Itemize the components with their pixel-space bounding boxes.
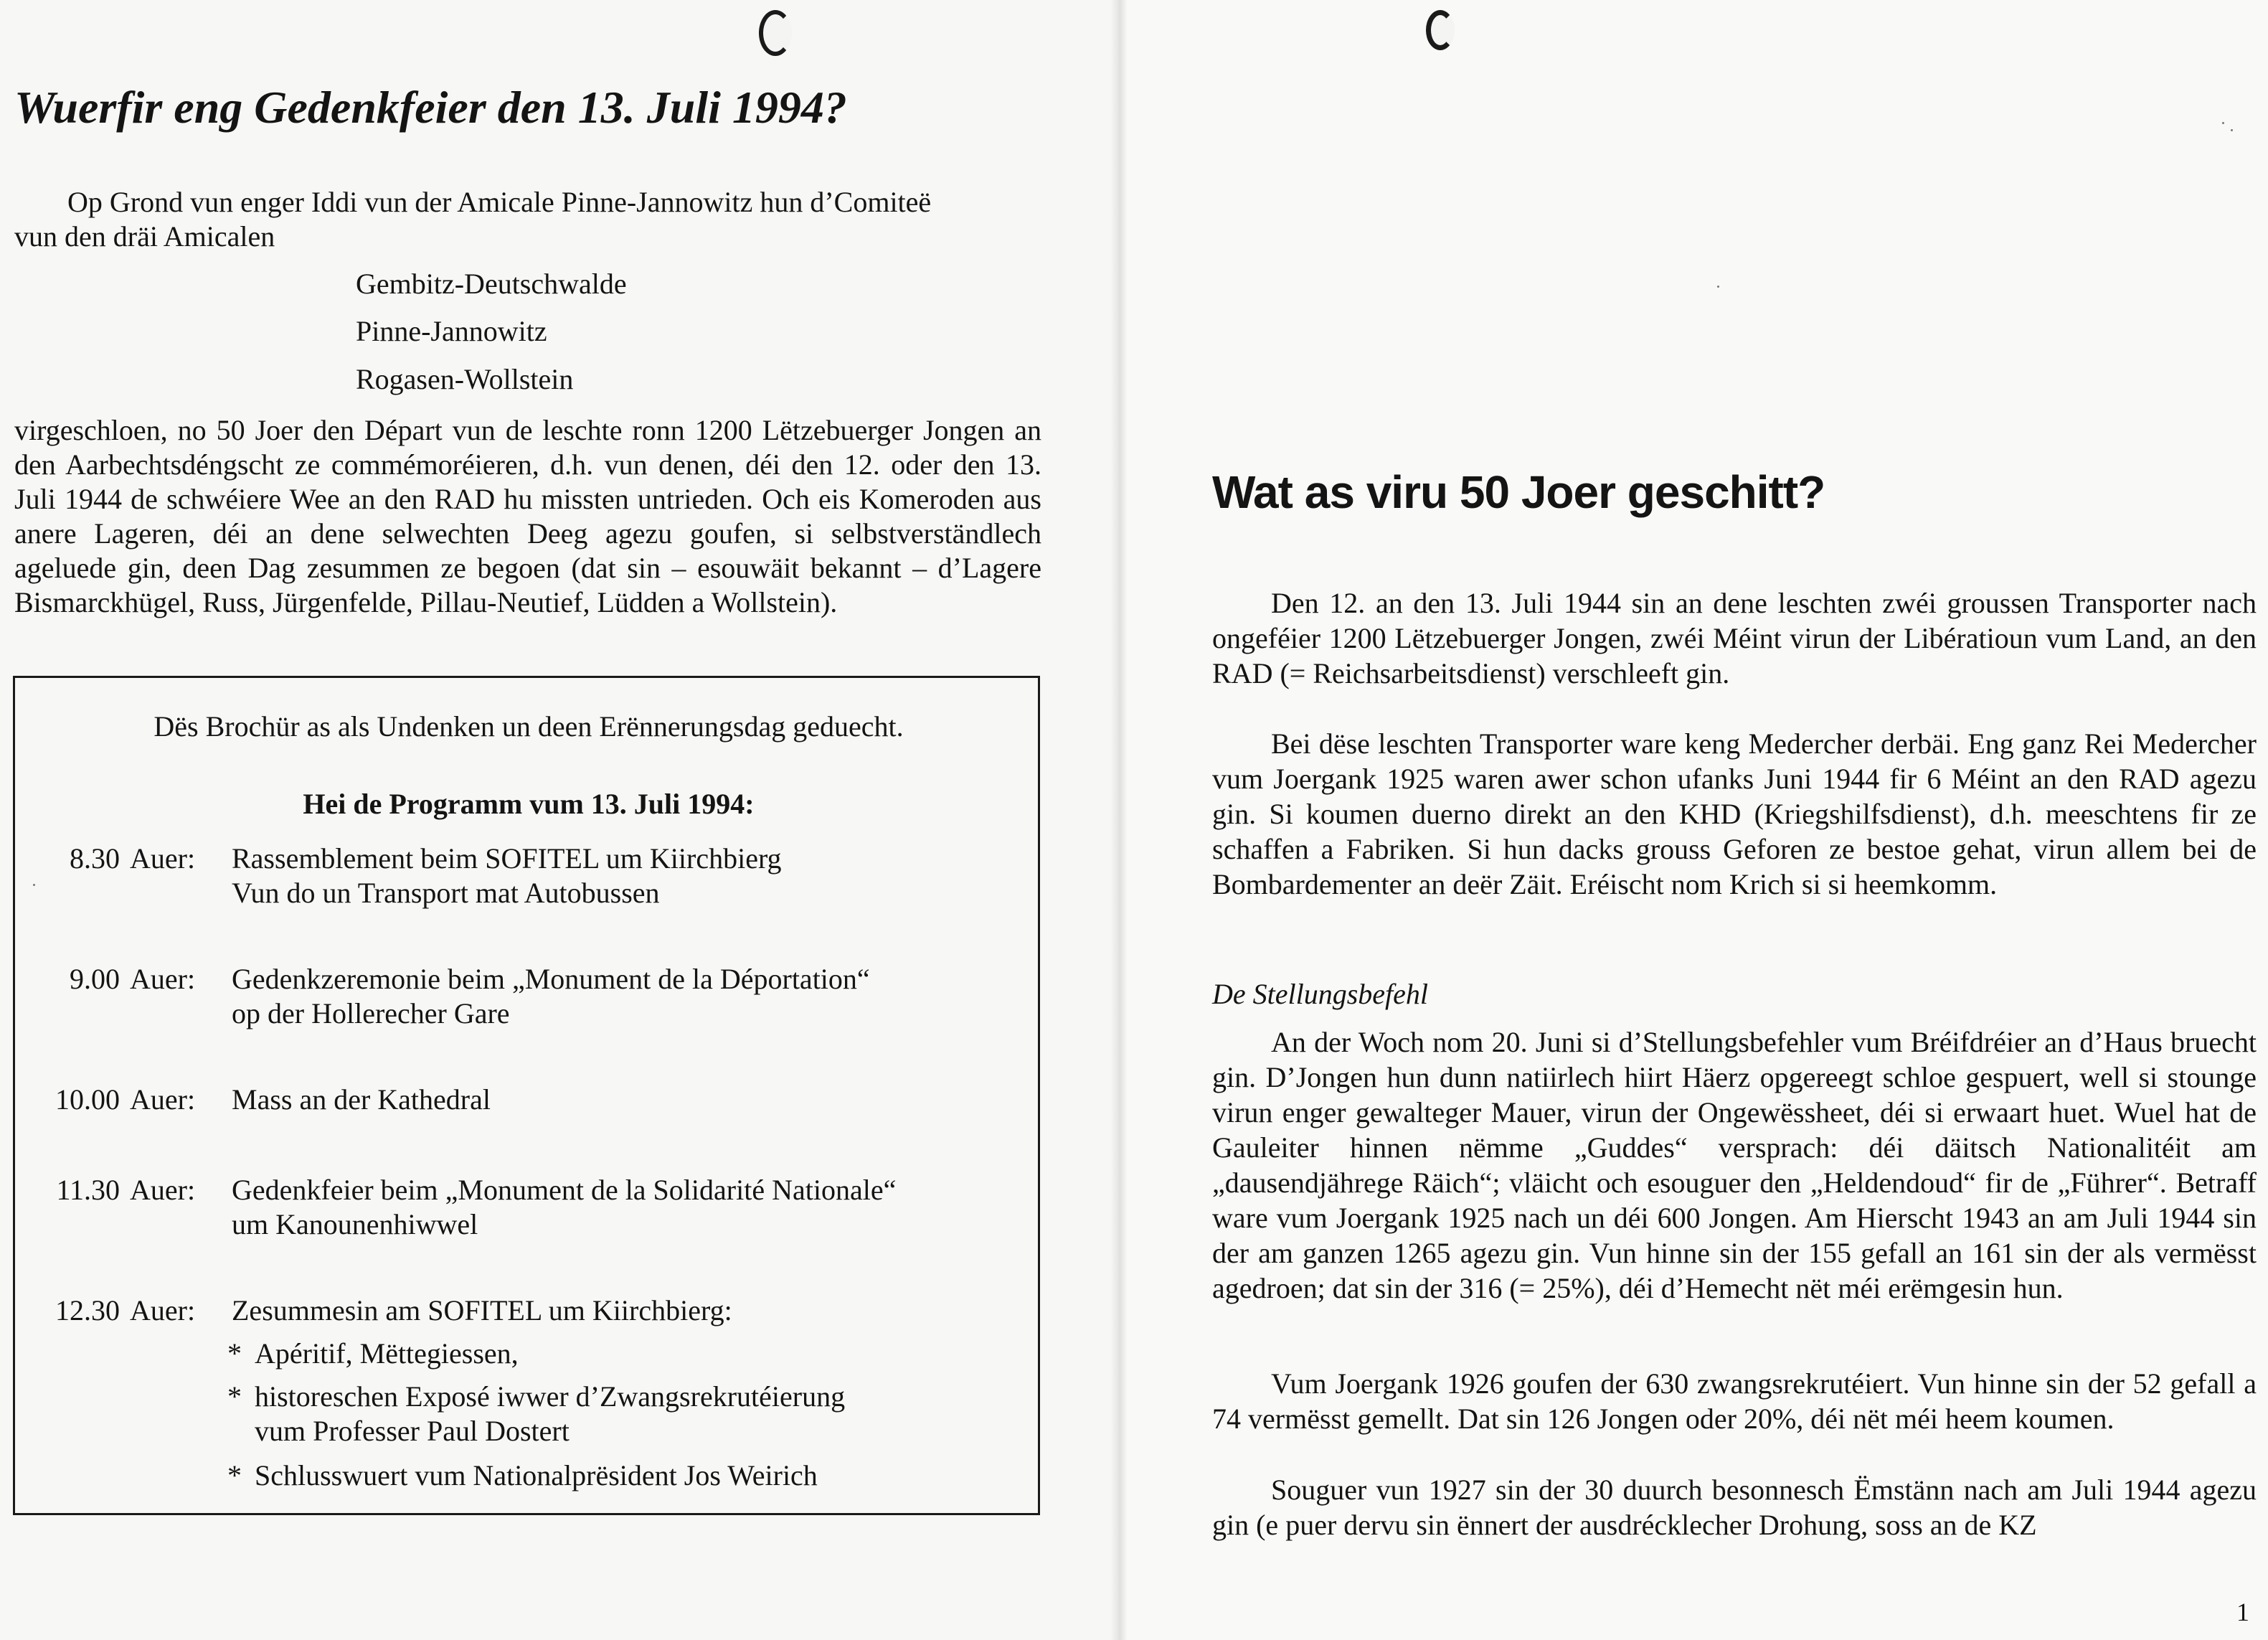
amicale-name: Gembitz-Deutschwalde [356,268,627,300]
subheading: De Stellungsbefehl [1212,978,1429,1010]
intro-line: vun den dräi Amicalen [14,220,275,253]
program-description: Mass an der Kathedral [232,1083,491,1116]
amicale-name: Rogasen-Wollstein [356,363,574,395]
scan-speck [2222,122,2224,124]
bullet-text: Apéritif, Mëttegiessen, [255,1337,519,1370]
program-unit: Auer: [130,1174,196,1206]
bullet-text: vum Professer Paul Dostert [255,1415,570,1447]
page-title: Wuerfir eng Gedenkfeier den 13. Juli 1994? [14,82,847,133]
binding-hole-icon [1426,10,1455,50]
program-heading: Hei de Programm vum 13. Juli 1994: [303,788,755,820]
bullet-text: historeschen Exposé iwwer d’Zwangsrekrutéierung [255,1380,846,1413]
program-description: um Kanounenhiwwel [232,1208,478,1240]
body-paragraph: Vum Joergank 1926 goufen der 630 zwangsrekrutéiert. Vun hinne sin der 52 gefall a 74 vermësst gemellt. Dat sin 126 Jongen oder 20%, déi nët méi heem koumen. [1212,1367,2257,1435]
program-time: 10.00 [55,1083,120,1116]
bullet-star-icon: * [227,1380,242,1413]
amicale-name: Pinne-Jannowitz [356,315,547,347]
program-description: Zesummesin am SOFITEL um Kiirchbierg: [232,1294,732,1326]
program-description: op der Hollerecher Gare [232,997,510,1029]
program-unit: Auer: [130,842,196,875]
program-time: 8.30 [70,842,120,875]
bullet-star-icon: * [227,1459,242,1491]
body-paragraph: Den 12. an den 13. Juli 1944 sin an dene leschten zwéi groussen Transporter nach ongeféier 1200 Lëtzebuerger Jongen, zwéi Méint virun der Libératioun vum Land, an den RAD (= Reichsarbeitsdienst) verschleeft gin. [1212,587,2257,689]
book-spine [1110,0,1128,1640]
program-time: 11.30 [56,1174,120,1206]
program-description: Gedenkzeremonie beim „Monument de la Déportation“ [232,963,870,995]
program-unit: Auer: [130,1294,196,1326]
body-paragraph: Bei dëse leschten Transporter ware keng Medercher derbäi. Eng ganz Rei Medercher vum Joergank 1925 waren awer schon ufanks Juni 1944 fir 6 Méint an den RAD agezu gin. Si koumen duerno direkt an den KHD (Kriegshilfsdienst), d.h. meeschtens fir ze schaffen a Fabriken. Si hun dacks grouss Geforen ze bestoe gehat, virun allem bei de Bombardementer an deër Zäit. Eréischt nom Krich si si heemkomm. [1212,727,2257,900]
box-intro: Dës Brochür as als Undenken un deen Erënnerungsdag geduecht. [153,710,904,743]
scan-speck [1717,286,1719,288]
intro-line: Op Grond vun enger Iddi vun der Amicale Pinne-Jannowitz hun d’Comiteë [67,186,932,218]
program-box [13,676,1040,1515]
bullet-text: Schlusswuert vum Nationalprësident Jos Weirich [255,1459,818,1491]
program-time: 12.30 [55,1294,120,1326]
program-description: Gedenkfeier beim „Monument de la Solidarité Nationale“ [232,1174,897,1206]
program-unit: Auer: [130,1083,196,1116]
section-title: Wat as viru 50 Joer geschitt? [1212,466,1825,518]
body-paragraph: virgeschloen, no 50 Joer den Départ vun de leschte ronn 1200 Lëtzebuerger Jongen an den Aarbechtsdéngscht ze commémoréieren, d.h. vun denen, déi den 12. oder den 13. Juli 1944 de schwéiere Wee an den RAD hu missten untrieden. Och eis Komeroden aus anere Lageren, déi an dene selwechten Deeg agezu goufen, si selbstverständlech ageluede gin, deen Dag zesummen ze begoen (dat sin – esouwäit bekannt – d’Lagere Bismarckhügel, Russ, Jürgenfelde, Pillau-Neutief, Lüdden a Wollstein). [14,414,1041,618]
program-time: 9.00 [70,963,120,995]
program-unit: Auer: [130,963,196,995]
program-description: Vun do un Transport mat Autobussen [232,877,660,909]
body-paragraph: Souguer vun 1927 sin der 30 duurch besonnesch Ëmstänn nach am Juli 1944 agezu gin (e puer dervu sin ënnert der ausdrécklecher Drohung, soss an de KZ [1212,1474,2257,1541]
scan-speck [2231,129,2233,131]
program-description: Rassemblement beim SOFITEL um Kiirchbierg [232,842,782,875]
body-paragraph: An der Woch nom 20. Juni si d’Stellungsbefehler vum Bréifdréier an d’Haus bruecht gin. D’Jongen hun dunn natiirlech hiirt Häerz opgereegt schloe gespuert, well si stounge virun enger gewalteger Mauer, virun der Ongewëssheet, déi si erwaart huet. Wuel hat de Gauleiter hinnen nëmme „Guddes“ versprach: déi däitsch Nationalitéit am „dausendjährege Räich“; vläicht och esouguer den „Heldendoud“ fir de „Führer“. Betraff ware vum Joergank 1925 nach un déi 600 Jongen. Am Hierscht 1943 an am Juli 1944 sin der am ganzen 1265 agezu gin. Vun hinne sin der 155 gefall an 161 sin der als vermësst agedroen; dat sin der 316 (= 25%), déi d’Hemecht nët méi erëmgesin hun. [1212,1026,2257,1304]
page-number: 1 [2236,1598,2249,1626]
intro-paragraph [14,185,1076,254]
binding-hole-icon [759,10,792,56]
bullet-star-icon: * [227,1337,242,1370]
